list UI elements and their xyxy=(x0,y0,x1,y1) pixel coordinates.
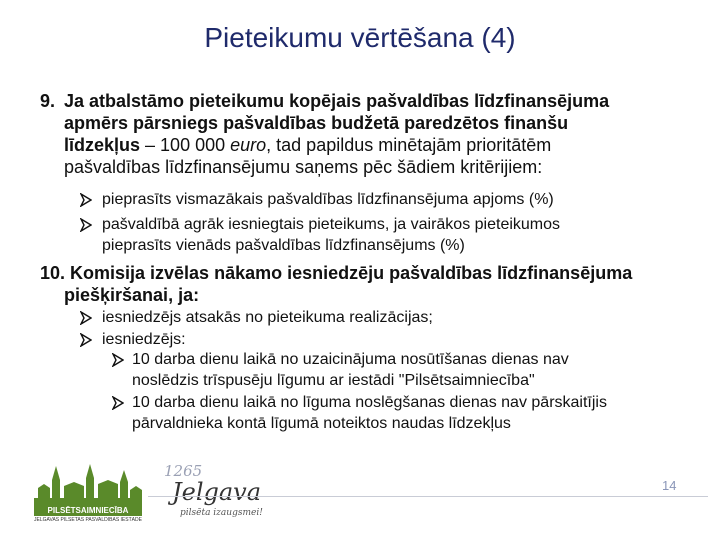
arrow-bullet-icon xyxy=(80,193,92,207)
item-10-sub-bullet-2-line-1: 10 darba dienu laikā no līguma noslēgšanas dienas nav pārskaitījis xyxy=(132,394,607,411)
item-10-sub-bullet-1-line-1: 10 darba dienu laikā no uzaicinājuma nosūtīšanas dienas nav xyxy=(132,351,569,368)
item-9-line-3c: euro xyxy=(230,135,267,155)
arrow-bullet-icon xyxy=(80,218,92,232)
item-9-line-4: pašvaldības līdzfinansējumu saņems pēc šādiem kritērijiem: xyxy=(64,157,543,177)
item-9-text xyxy=(64,90,690,178)
slide-title: Pieteikumu vērtēšana (4) xyxy=(204,22,516,53)
item-10-sub-bullet-2-line-2: pārvaldnieka kontā līgumā noteiktos naudas līdzekļus xyxy=(132,415,511,432)
item-10-bullet-1: iesniedzējs atsakās no pieteikuma realizācijas; xyxy=(102,309,433,326)
item-10-line-1: Komisija izvēlas nākamo iesniedzēju pašvaldības līdzfinansējuma xyxy=(70,263,633,283)
item-9-line-2: apmērs pārsniegs pašvaldības budžetā paredzētos finanšu xyxy=(64,113,569,133)
pilsetsaimnieciba-logo xyxy=(34,460,142,526)
item-9-bullet-2-line-1: pašvaldībā agrāk iesniegtais pieteikums, ja vairākos pieteikumos xyxy=(102,216,561,233)
arrow-bullet-icon xyxy=(112,396,124,410)
arrow-bullet-icon xyxy=(80,333,92,347)
item-9-line-3 xyxy=(64,134,690,156)
jelgava-logo xyxy=(150,462,270,524)
page-number: 14 xyxy=(662,478,677,493)
item-9-number: 9. xyxy=(40,91,56,111)
arrow-bullet-icon xyxy=(80,311,92,325)
footer-divider xyxy=(148,496,708,497)
jelgava-tagline: pilsēta izaugsmei! xyxy=(180,508,263,518)
item-9-line-3b: – 100 000 xyxy=(140,135,231,155)
logo-subtitle: JELGAVAS PILSĒTAS PAŠVALDĪBAS IESTĀDE xyxy=(34,517,142,523)
item-9-line-3d: , tad papildus minētajām prioritātēm xyxy=(266,135,552,155)
arrow-bullet-icon xyxy=(112,353,124,367)
item-9-bullet-2-line-2: pieprasīts vienāds pašvaldības līdzfinansējums (%) xyxy=(102,237,465,254)
city-skyline-icon xyxy=(34,460,142,506)
item-10-bullet-2: iesniedzējs: xyxy=(102,331,186,348)
item-10-sub-bullet-1-line-2: noslēdzis trīspusēju līgumu ar iestādi "Pilsētsaimniecība" xyxy=(132,372,535,389)
item-10-number: 10. xyxy=(40,263,66,283)
jelgava-year: 1265 xyxy=(164,462,203,480)
item-9-line-3a: līdzekļus xyxy=(64,135,141,155)
jelgava-name: Jelgava xyxy=(172,478,262,506)
logo-name: PILSĒTSAIMNIECĪBA xyxy=(34,505,142,516)
item-9-bullet-1: pieprasīts vismazākais pašvaldības līdzfinansējuma apjoms (%) xyxy=(102,191,554,208)
item-10-line-2: piešķiršanai, ja: xyxy=(64,285,200,305)
item-9-line-1: Ja atbalstāmo pieteikumu kopējais pašvaldības līdzfinansējuma xyxy=(64,91,610,111)
